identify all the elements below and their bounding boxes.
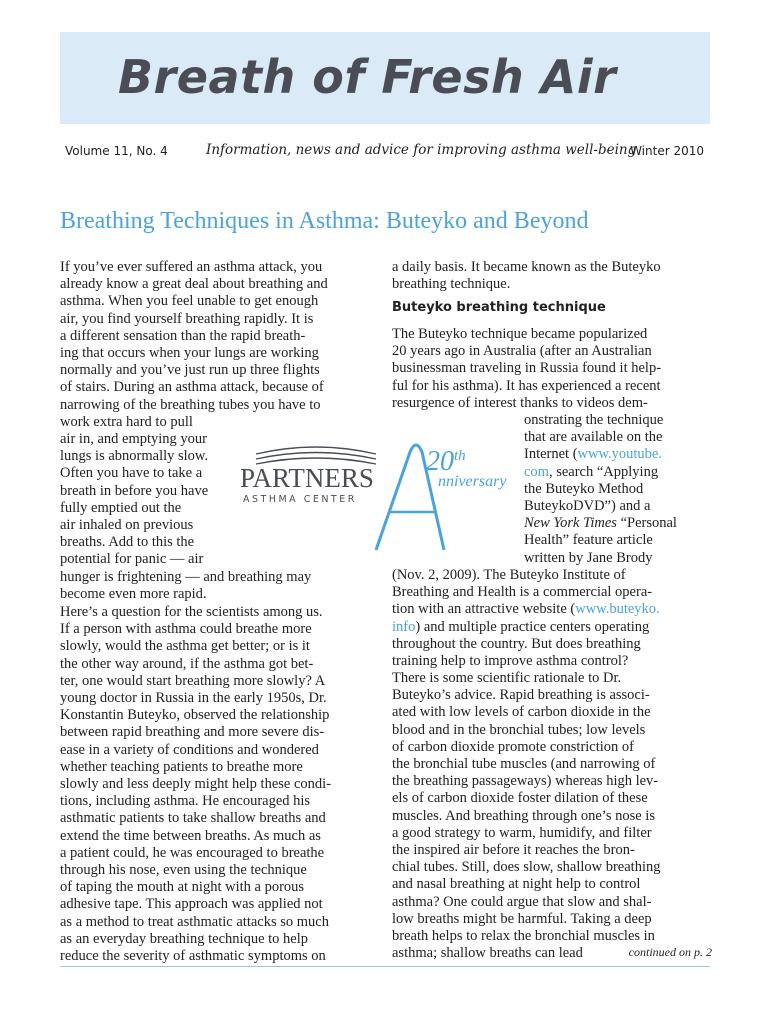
text-line: asthma; shallow breaths can lead — [392, 945, 583, 962]
text-line: asthma? One could argue that slow and shal- — [392, 893, 652, 910]
footer-rule — [60, 966, 710, 967]
text-line: through his nose, even using the technique — [60, 862, 307, 879]
text-line: ter, one would start breathing more slowly? A — [60, 672, 326, 689]
continued-note: continued on p. 2 — [628, 945, 712, 959]
text-line: narrowing of the breathing tubes you have to — [60, 396, 321, 413]
text-line: young doctor in Russia in the early 1950s, Dr. — [60, 690, 327, 707]
text-line: as a method to treat asthmatic attacks so much — [60, 913, 329, 930]
text-line: If a person with asthma could breathe more — [60, 621, 312, 638]
text-line: asthmatic patients to take shallow breaths and — [60, 810, 326, 827]
text-line: Often you have to take a — [60, 465, 203, 482]
text-line: air in, and emptying your — [60, 431, 207, 448]
text-line: breaths. Add to this the — [60, 534, 195, 551]
text-line: a daily basis. It became known as the Buteyko — [392, 259, 661, 275]
text-line: slowly, would the asthma get better; or is it — [60, 638, 310, 655]
text-line: air, you find yourself breathing rapidly. It is — [60, 310, 314, 327]
text-line: ated with low levels of carbon dioxide in the — [392, 704, 651, 721]
text-line: Health” feature article — [524, 532, 653, 549]
text-line: adhesive tape. This approach was applied not — [60, 896, 323, 913]
right-column-intro — [392, 259, 661, 293]
logo-swoosh-lines — [256, 447, 376, 464]
text-line: businessman traveling in Russia found it help- — [392, 360, 662, 377]
section-subhead: Buteyko breathing technique — [392, 300, 606, 315]
logo-20-number: 20th — [426, 446, 466, 477]
buteyko-link-cont[interactable]: info — [392, 618, 416, 635]
text-line: breath helps to relax the bronchial muscles in — [392, 928, 655, 945]
text-line: whether teaching patients to breathe more — [60, 758, 303, 775]
text-line: muscles. And breathing through one’s nose is — [392, 807, 655, 824]
text-line: breathing technique. — [392, 276, 511, 293]
text-line: 20 years ago in Australia (after an Australian — [392, 343, 652, 360]
newsletter-title: Breath of Fresh Air — [118, 50, 617, 104]
text-line — [524, 446, 677, 463]
text-line: that are available on the — [524, 429, 663, 446]
text-line — [524, 515, 677, 532]
issue-season: Winter 2010 — [630, 144, 704, 158]
logo-anniversary-text: nniversary — [438, 473, 507, 490]
text-line: breath in before you have — [60, 482, 209, 499]
text-line: a patient could, he was encouraged to breathe — [60, 844, 325, 861]
text-fragment: tion with an attractive website ( — [392, 601, 576, 618]
text-fragment: “Personal — [616, 515, 677, 532]
text-line: tions, including asthma. He encouraged his — [60, 793, 311, 810]
text-line: low breaths might be harmful. Taking a deep — [392, 910, 652, 927]
youtube-link-cont[interactable]: com — [524, 463, 549, 480]
text-line: If you’ve ever suffered an asthma attack, you — [60, 259, 323, 275]
masthead-banner — [60, 32, 710, 124]
buteyko-link[interactable]: www.buteyko. — [575, 601, 660, 618]
text-line: and nasal breathing at night help to control — [392, 876, 641, 893]
right-column-paragraph-1b — [392, 567, 660, 670]
text-fragment: , search “Applying — [548, 463, 659, 480]
text-line: between rapid breathing and more severe dis- — [60, 724, 325, 741]
text-line: Here’s a question for the scientists among us. — [60, 604, 323, 620]
text-line: already know a great deal about breathing and — [60, 276, 328, 293]
text-line: the bronchial tube muscles (and narrowing of — [392, 756, 656, 773]
text-line: asthma. When you feel unable to get enough — [60, 293, 319, 310]
right-column-paragraph-2 — [392, 670, 660, 962]
text-line: a good strategy to warm, humidify, and filter — [392, 824, 652, 841]
youtube-link[interactable]: www.youtube. — [577, 446, 662, 463]
text-line: normally and you’ve just run up three flights — [60, 362, 320, 379]
text-fragment: Internet ( — [524, 446, 578, 463]
text-line: extend the time between breaths. As much as — [60, 827, 321, 844]
right-column-narrow-text — [524, 412, 677, 567]
text-line: Konstantin Buteyko, observed the relationship — [60, 707, 330, 724]
text-line: written by Jane Brody — [524, 549, 653, 566]
left-column-paragraph-2 — [60, 604, 331, 965]
text-line: ButeykoDVD”) and a — [524, 498, 651, 515]
text-line: Buteyko’s advice. Rapid breathing is associ- — [392, 687, 650, 704]
text-line: slowly and less deeply might help these condi- — [60, 776, 332, 793]
text-line: the other way around, if the asthma got bet- — [60, 655, 314, 672]
text-line: els of carbon dioxide foster dilation of these — [392, 790, 648, 807]
text-line: the inspired air before it reaches the bron- — [392, 842, 635, 859]
text-line: work extra hard to pull — [60, 413, 193, 430]
text-line: of carbon dioxide promote constriction of — [392, 738, 635, 755]
text-line: ing that occurs when your lungs are working — [60, 345, 319, 362]
text-line: (Nov. 2, 2009). The Buteyko Institute of — [392, 567, 626, 583]
text-line: become even more rapid. — [60, 585, 207, 602]
text-line: blood and in the bronchial tubes; low levels — [392, 721, 646, 738]
text-line: onstrating the technique — [524, 412, 664, 428]
text-line — [524, 464, 677, 481]
text-line — [392, 601, 660, 618]
text-line: lungs is abnormally slow. — [60, 448, 209, 465]
text-line: resurgence of interest thanks to videos dem- — [392, 394, 648, 411]
text-line: of taping the mouth at night with a porous — [60, 879, 305, 896]
text-line — [392, 619, 660, 636]
right-column-paragraph-1a — [392, 326, 661, 412]
text-line: There is some scientific rationale to Dr. — [392, 670, 622, 686]
text-line: the breathing passageways) whereas high lev- — [392, 773, 659, 790]
text-line: ful for his asthma). It has experienced a recent — [392, 377, 661, 394]
text-line: ease in a variety of conditions and wondered — [60, 741, 319, 758]
newsletter-tagline: Information, news and advice for improving asthma well-being — [206, 142, 637, 158]
logo-partners-text: PARTNERS — [240, 463, 374, 493]
article-headline: Breathing Techniques in Asthma: Buteyko and Beyond — [60, 208, 589, 234]
text-line: Breathing and Health is a commercial opera- — [392, 584, 653, 601]
text-line: a different sensation than the rapid breath- — [60, 327, 306, 344]
text-line: hunger is frightening — and breathing may — [60, 568, 312, 585]
text-fragment: ) and multiple practice centers operating — [415, 618, 650, 635]
text-line: air inhaled on previous — [60, 517, 194, 534]
publication-name: New York Times — [524, 515, 617, 532]
text-line: potential for panic — air — [60, 551, 204, 568]
text-line: as an everyday breathing technique to help — [60, 930, 309, 947]
text-line: training help to improve asthma control? — [392, 653, 629, 670]
text-line: reduce the severity of asthmatic symptoms on — [60, 948, 326, 965]
partners-asthma-center-logo — [226, 432, 526, 552]
text-line: fully emptied out the — [60, 499, 182, 516]
text-line: throughout the country. But does breathing — [392, 635, 641, 652]
text-line: the Buteyko Method — [524, 480, 644, 497]
text-line: chial tubes. Still, does slow, shallow breathing — [392, 859, 661, 876]
volume-number: Volume 11, No. 4 — [65, 144, 168, 158]
text-line: of stairs. During an asthma attack, because of — [60, 379, 324, 396]
text-line: The Buteyko technique became popularized — [392, 326, 648, 342]
logo-asthma-center-text: ASTHMA CENTER — [243, 494, 357, 505]
